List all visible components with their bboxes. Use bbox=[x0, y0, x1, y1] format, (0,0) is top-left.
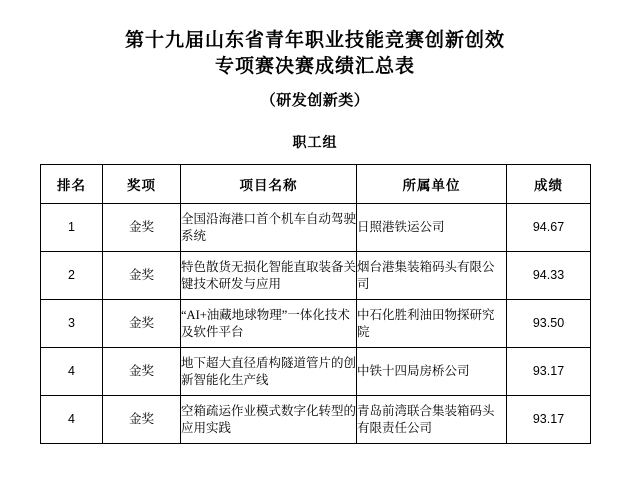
cell-award: 金奖 bbox=[103, 348, 181, 396]
table-row bbox=[41, 348, 591, 396]
column-header-rank: 排名 bbox=[41, 165, 103, 204]
cell-award: 金奖 bbox=[103, 252, 181, 300]
cell-rank: 1 bbox=[41, 204, 103, 252]
column-header-award: 奖项 bbox=[103, 165, 181, 204]
document-title-block bbox=[40, 28, 590, 112]
cell-rank: 3 bbox=[41, 300, 103, 348]
cell-award: 金奖 bbox=[103, 204, 181, 252]
table-header-row bbox=[41, 165, 591, 204]
table-row bbox=[41, 300, 591, 348]
cell-unit: 中石化胜利油田物探研究院 bbox=[357, 300, 507, 348]
cell-score: 94.67 bbox=[507, 204, 591, 252]
title-line-1: 第十九届山东省青年职业技能竞赛创新创效 bbox=[124, 30, 505, 51]
column-header-score: 成绩 bbox=[507, 165, 591, 204]
cell-score: 93.17 bbox=[507, 348, 591, 396]
table-header bbox=[41, 165, 591, 204]
cell-unit: 中铁十四局房桥公司 bbox=[357, 348, 507, 396]
cell-project: 特色散货无损化智能直取装备关键技术研发与应用 bbox=[181, 252, 357, 300]
table-row bbox=[41, 204, 591, 252]
cell-award: 金奖 bbox=[103, 300, 181, 348]
table-row bbox=[41, 396, 591, 444]
table-row bbox=[41, 252, 591, 300]
column-header-project: 项目名称 bbox=[181, 165, 357, 204]
cell-rank: 4 bbox=[41, 348, 103, 396]
cell-project: 全国沿海港口首个机车自动驾驶系统 bbox=[181, 204, 357, 252]
cell-rank: 2 bbox=[41, 252, 103, 300]
group-label: 职工组 bbox=[292, 136, 338, 151]
title-line-2: 专项赛决赛成绩汇总表 bbox=[214, 56, 415, 77]
results-table bbox=[40, 164, 591, 444]
cell-rank: 4 bbox=[41, 396, 103, 444]
cell-project: 地下超大直径盾构隧道管片的创新智能化生产线 bbox=[181, 348, 357, 396]
cell-unit: 烟台港集装箱码头有限公司 bbox=[357, 252, 507, 300]
cell-unit: 日照港铁运公司 bbox=[357, 204, 507, 252]
document-subtitle: （研发创新类） bbox=[260, 93, 370, 109]
cell-project: 空箱疏运作业模式数字化转型的应用实践 bbox=[181, 396, 357, 444]
cell-score: 93.50 bbox=[507, 300, 591, 348]
cell-score: 93.17 bbox=[507, 396, 591, 444]
cell-score: 94.33 bbox=[507, 252, 591, 300]
cell-award: 金奖 bbox=[103, 396, 181, 444]
column-header-unit: 所属单位 bbox=[357, 165, 507, 204]
table-body bbox=[41, 204, 591, 444]
cell-unit: 青岛前湾联合集装箱码头有限责任公司 bbox=[357, 396, 507, 444]
cell-project: “AI+油藏地球物理”一体化技术及软件平台 bbox=[181, 300, 357, 348]
